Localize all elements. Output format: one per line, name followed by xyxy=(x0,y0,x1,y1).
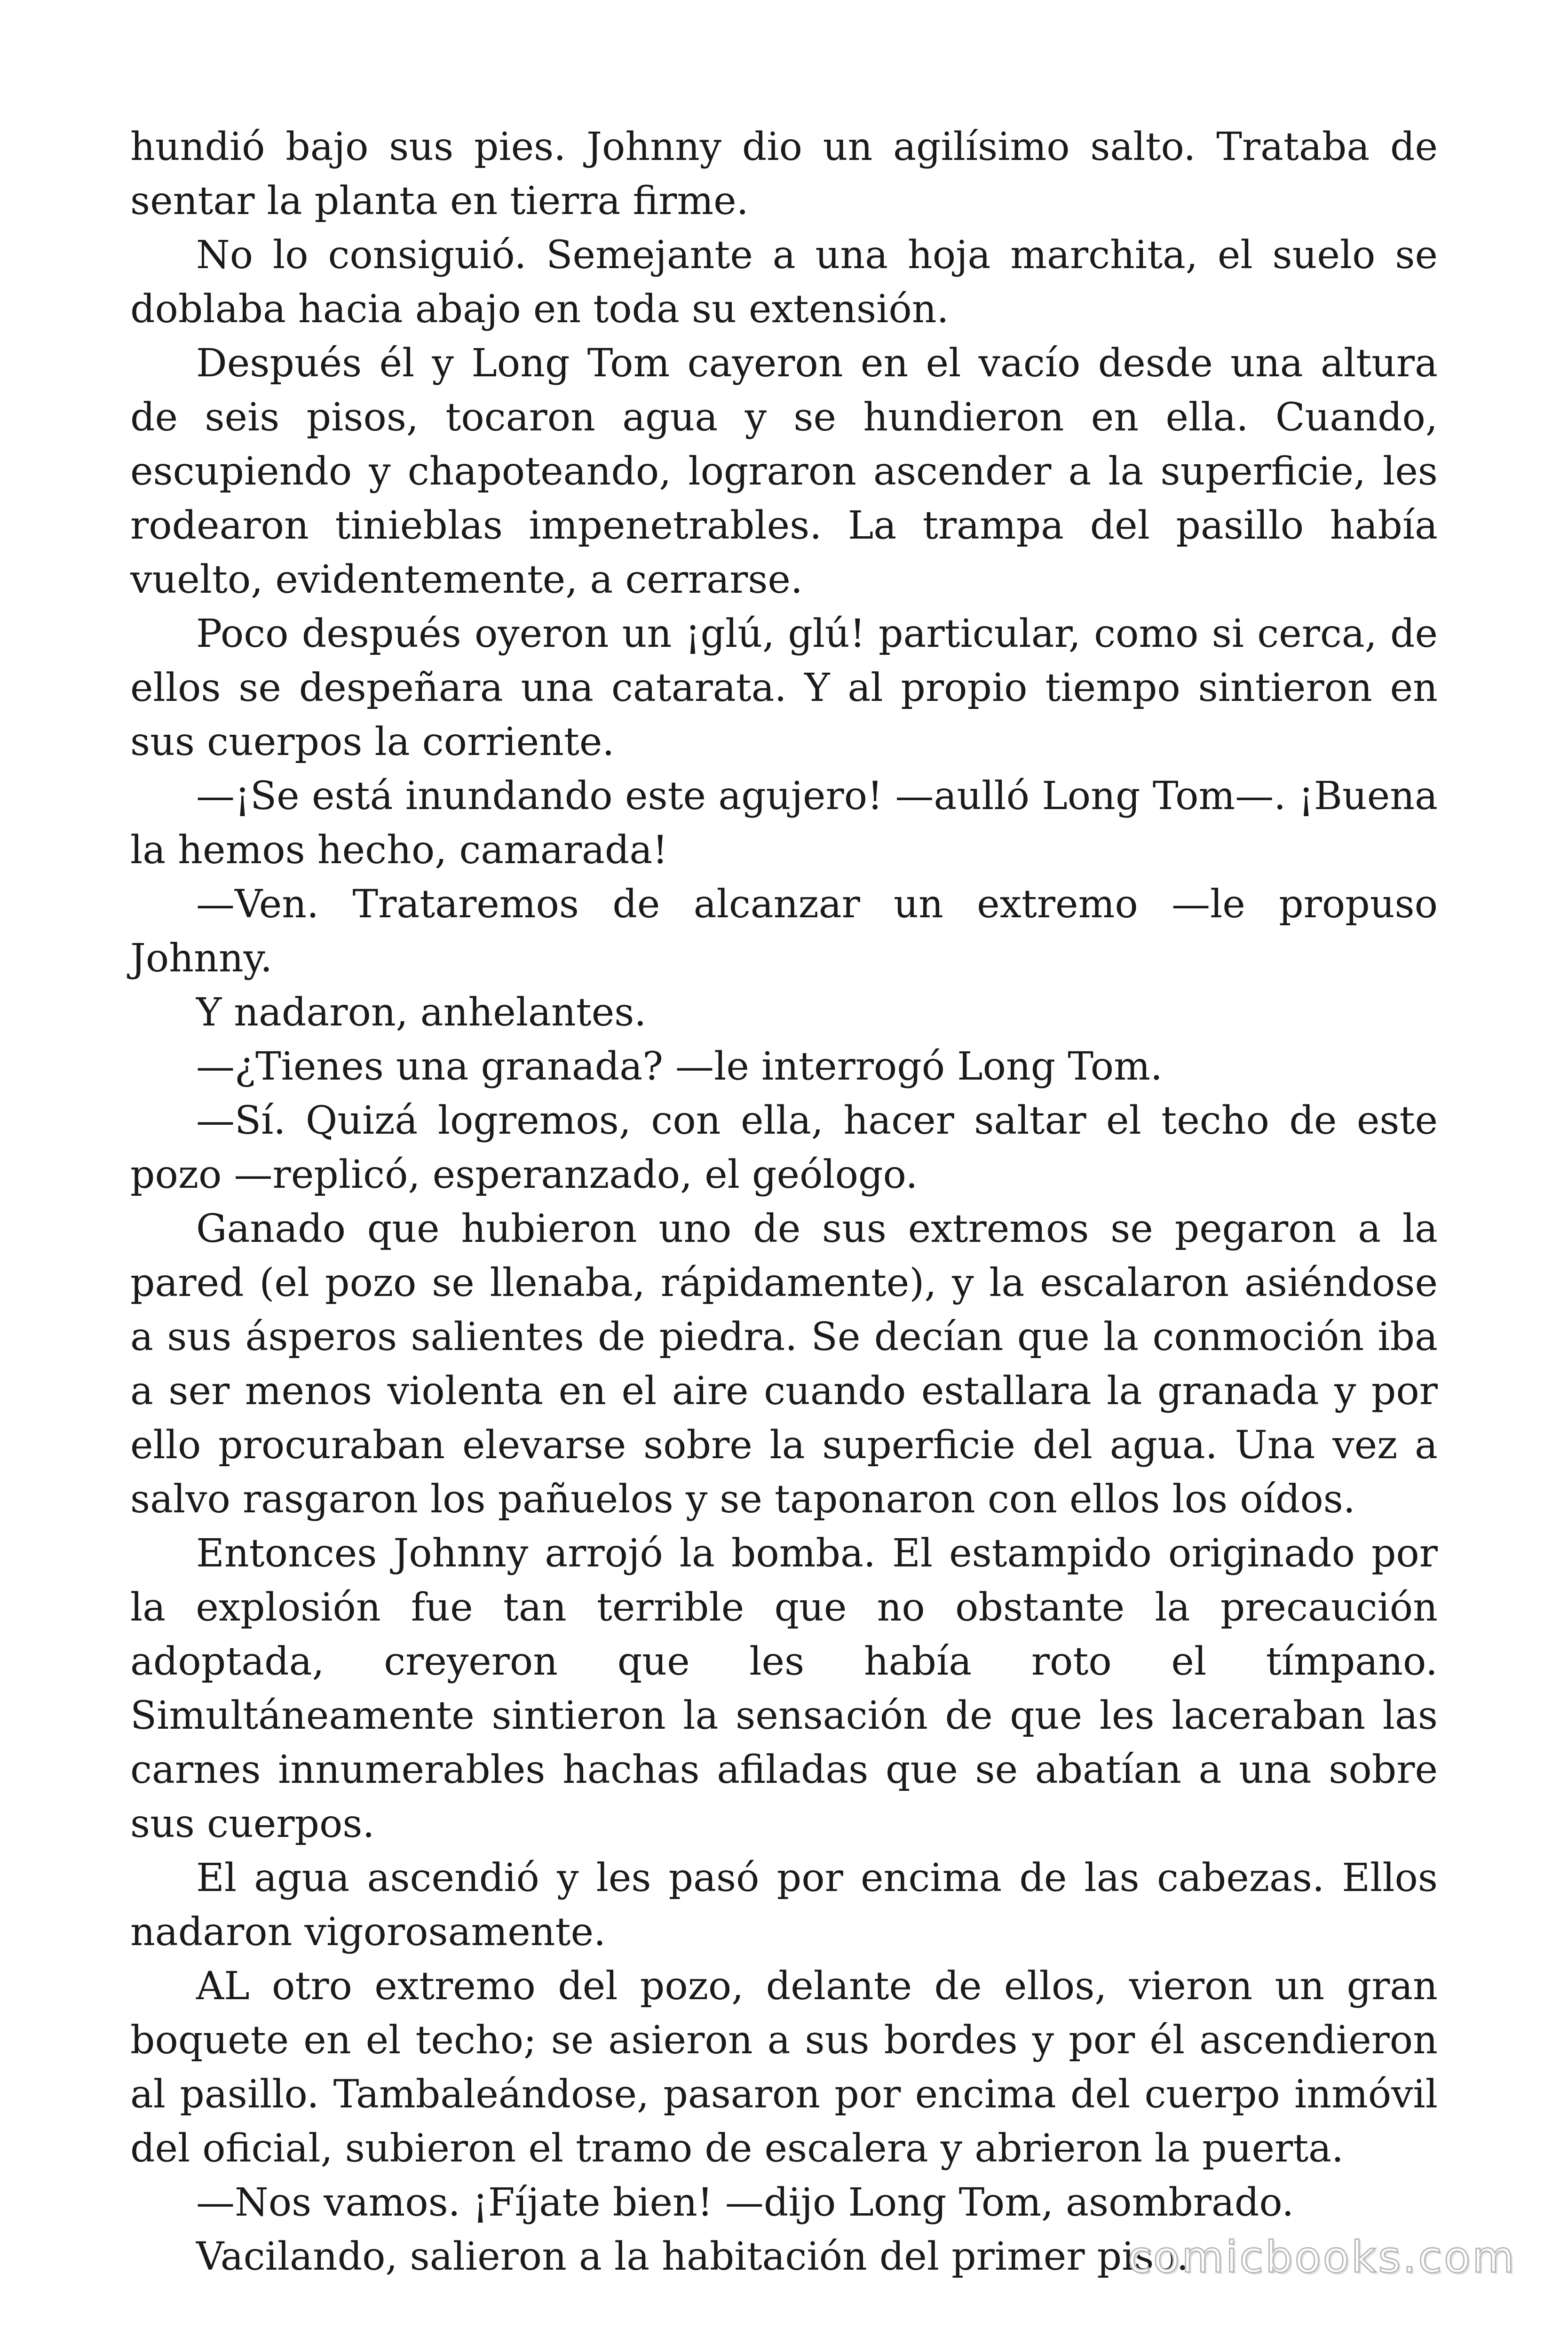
paragraph-15: Vacilando, salieron a la habitación del primer piso. xyxy=(196,2234,1189,2279)
paragraph-1: hundió bajo sus pies. Johnny dio un agilísimo salto. Trataba de sentar la planta en tierra firme. xyxy=(130,125,1438,223)
paragraph-13: AL otro extremo del pozo, delante de ellos, vieron un gran boquete en el techo; se asieron a sus bordes y por él ascendieron al pasillo. Tambaleándose, pasaron por encima del cuerpo inmóvil del oficial, subieron el tramo de escalera y abrieron la puerta. xyxy=(130,1964,1438,2171)
paragraph-5: —¡Se está inundando este agujero! —aulló Long Tom—. ¡Buena la hemos hecho, camarada! xyxy=(130,774,1438,873)
paragraph-3: Después él y Long Tom cayeron en el vacío desde una altura de seis pisos, tocaron agua y se hundieron en ella. Cuando, escupiendo y chapoteando, lograron ascender a la superficie, les rodearon tinieblas impenetrables. La trampa del pasillo había vuelto, evidentemente, a cerrarse. xyxy=(130,341,1438,602)
paragraph-4: Poco después oyeron un ¡glú, glú! particular, como si cerca, de ellos se despeñara una catarata. Y al propio tiempo sintieron en sus cuerpos la corriente. xyxy=(130,612,1438,764)
paragraph-7: Y nadaron, anhelantes. xyxy=(196,990,647,1035)
watermark: comicbooks.com xyxy=(1127,2232,1516,2282)
paragraph-9: —Sí. Quizá logremos, con ella, hacer saltar el techo de este pozo —replicó, esperanzado, el geólogo. xyxy=(130,1098,1438,1197)
paragraph-8: —¿Tienes una granada? —le interrogó Long Tom. xyxy=(196,1044,1163,1089)
paragraph-14: —Nos vamos. ¡Fíjate bien! —dijo Long Tom, asombrado. xyxy=(196,2180,1294,2225)
paragraph-6: —Ven. Trataremos de alcanzar un extremo —le propuso Johnny. xyxy=(130,882,1438,981)
paragraph-12: El agua ascendió y les pasó por encima de las cabezas. Ellos nadaron vigorosamente. xyxy=(130,1856,1438,1955)
paragraph-11: Entonces Johnny arrojó la bomba. El estampido originado por la explosión fue tan terrible que no obstante la precaución adoptada, creyeron que les había roto el tímpano. Simultáneamente sintieron la sensación de que les laceraban las carnes innumerables hachas afiladas que se abatían a una sobre sus cuerpos. xyxy=(130,1531,1438,1846)
paragraph-10: Ganado que hubieron uno de sus extremos se pegaron a la pared (el pozo se llenaba, rápidamente), y la escalaron asiéndose a sus ásperos salientes de piedra. Se decían que la conmoción iba a ser menos violenta en el aire cuando estallara la granada y por ello procuraban elevarse sobre la superficie del agua. Una vez a salvo rasgaron los pañuelos y se taponaron con ellos los oídos. xyxy=(130,1207,1438,1522)
paragraph-2: No lo consiguió. Semejante a una hoja marchita, el suelo se doblaba hacia abajo en toda su extensión. xyxy=(130,233,1438,332)
body-text xyxy=(130,120,1438,2284)
